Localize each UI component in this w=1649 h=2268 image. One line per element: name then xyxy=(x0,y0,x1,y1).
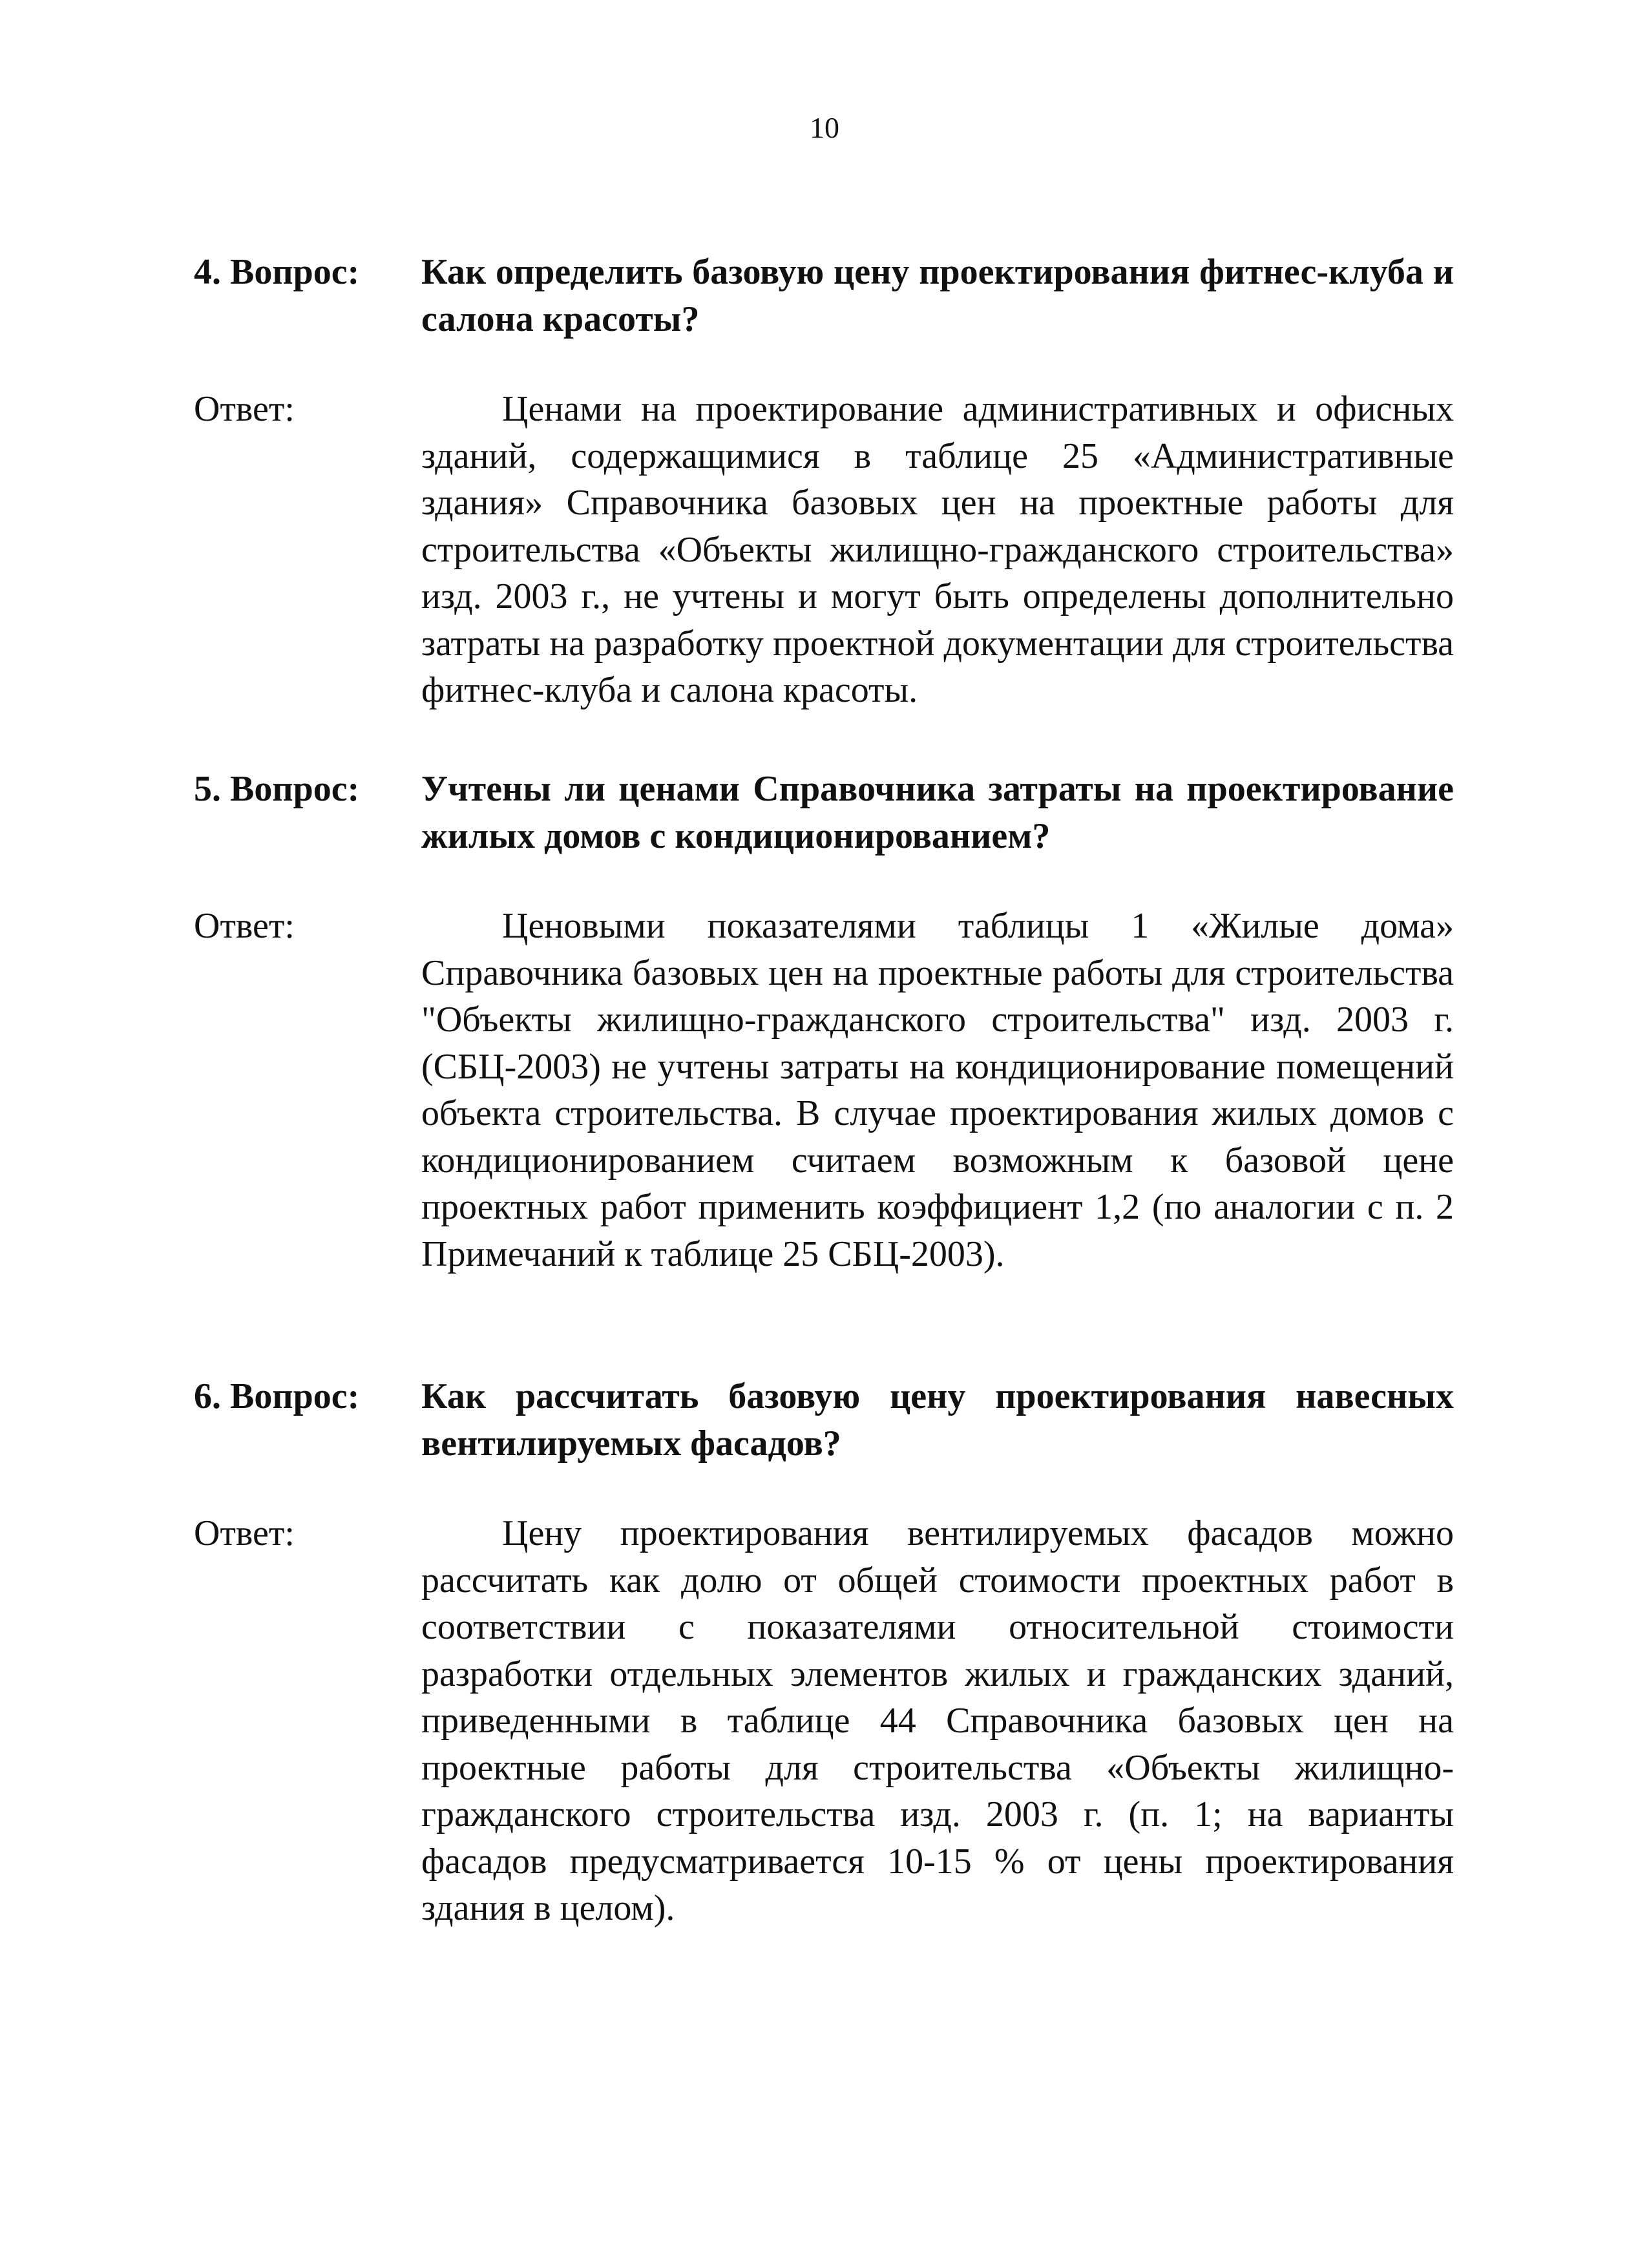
answer-label: Ответ: xyxy=(194,1513,295,1553)
question-label: 5. Вопрос: xyxy=(194,769,360,809)
answer-text: Цену проектирования вентилируемых фасадов можно рассчитать как долю от общей стоимости проектных работ в соответствии с показателями относительной стоимости разработки отдельных элементов жилых и гражданских зданий, приведенными в таблице 44 Справочника базовых цен на проектные работы для строительства «Объекты жилищно-гражданского строительства изд. 2003 г. (п. 1; на варианты фасадов предусматривается 10-15 % от цены проектирования здания в целом). xyxy=(421,1513,1454,1928)
question-row xyxy=(194,249,1454,343)
question-label: 6. Вопрос: xyxy=(194,1376,360,1416)
answer-text: Ценовыми показателями таблицы 1 «Жилые дома» Справочника базовых цен на проектные работы для строительства "Объекты жилищно-гражданского строительства" изд. 2003 г. (СБЦ-2003) не учтены затраты на кондиционирование помещений объекта строительства. В случае проектирования жилых домов с кондиционированием считаем возможным к базовой цене проектных работ применить коэффициент 1,2 (по аналогии с п. 2 Примечаний к таблице 25 СБЦ-2003). xyxy=(421,906,1454,1274)
question-label: 4. Вопрос: xyxy=(194,252,360,292)
answer-row xyxy=(194,1510,1454,1932)
question-text: Как определить базовую цену проектирования фитнес-клуба и салона красоты? xyxy=(421,252,1454,339)
qa-item-6 xyxy=(194,1373,1454,1932)
question-text: Учтены ли ценами Справочника затраты на проектирование жилых домов с кондиционированием? xyxy=(421,769,1454,856)
question-text: Как рассчитать базовую цену проектирования навесных вентилируемых фасадов? xyxy=(421,1376,1454,1464)
answer-row xyxy=(194,386,1454,714)
question-row xyxy=(194,766,1454,860)
question-row xyxy=(194,1373,1454,1467)
qa-item-4 xyxy=(194,249,1454,714)
answer-text: Ценами на проектирование административных и офисных зданий, содержащимися в таблице 25 «Административные здания» Справочника базовых цен на проектные работы для строительства «Объекты жилищно-гражданского строительства» изд. 2003 г., не учтены и могут быть определены дополнительно затраты на разработку проектной документации для строительства фитнес-клуба и салона красоты. xyxy=(421,389,1454,710)
page-number: 10 xyxy=(810,111,839,144)
answer-row xyxy=(194,903,1454,1277)
answer-label: Ответ: xyxy=(194,906,295,946)
answer-label: Ответ: xyxy=(194,389,295,429)
qa-item-5 xyxy=(194,766,1454,1277)
